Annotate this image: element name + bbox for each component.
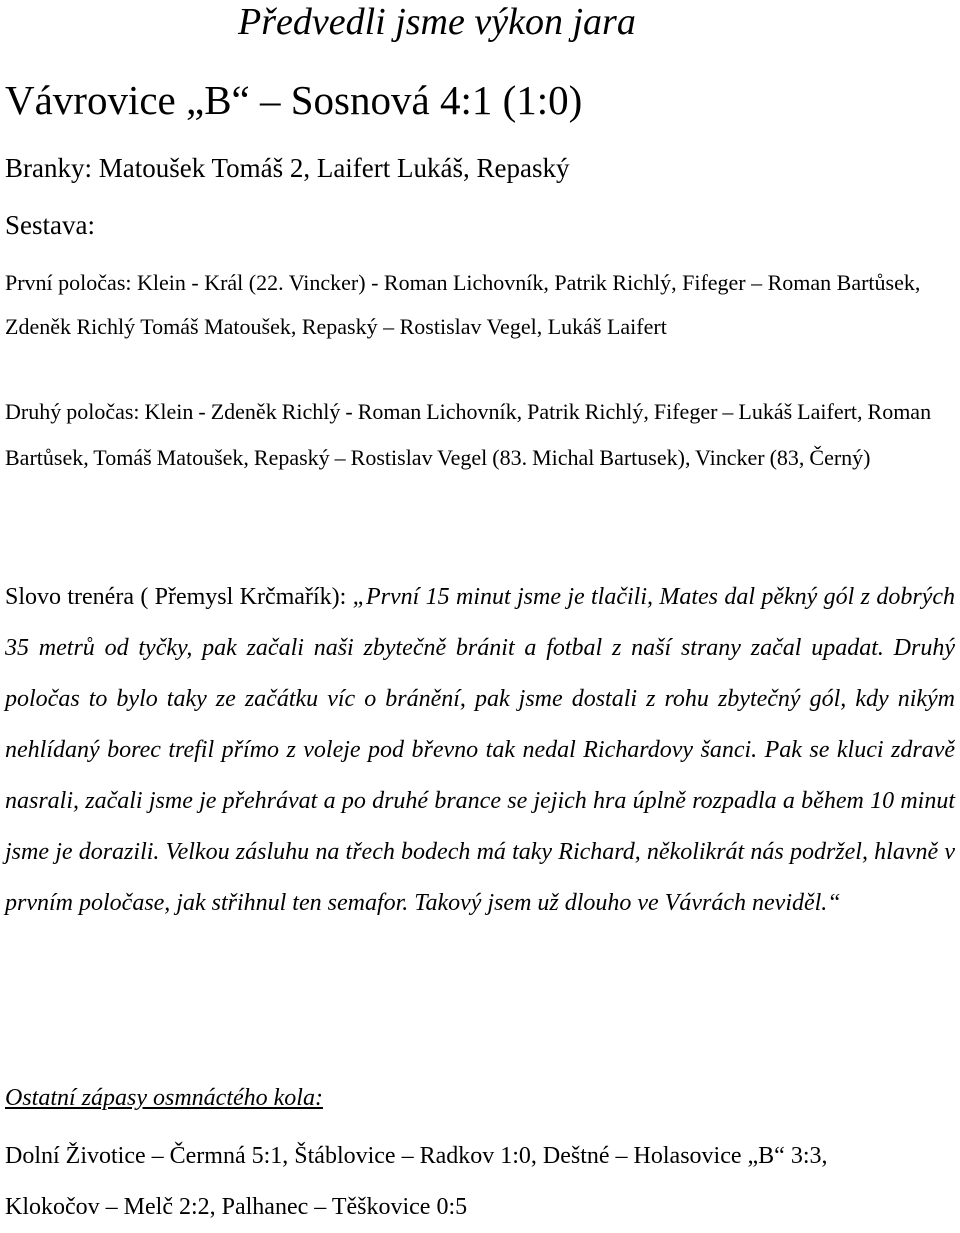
other-matches-results: Dolní Životice – Čermná 5:1, Štáblovice – Radkov 1:0, Deštné – Holasovice „B“ 3:3, Klokočov – Melč 2:2, Palhanec – Těškovice 0:5	[5, 1143, 828, 1220]
article-title: Předvedli jsme výkon jara	[238, 1, 636, 43]
coach-intro: Slovo trenéra ( Přemysl Krčmařík):	[5, 584, 353, 610]
coach-statement	[5, 572, 955, 929]
second-half-lineup: Druhý poločas: Klein - Zdeněk Richlý - Roman Lichovník, Patrik Richlý, Fifeger – Lukáš Laifert, Roman Bartůsek, Tomáš Matoušek, Repaský – Rostislav Vegel (83. Michal Bartusek), Vincker (83, Černý)	[5, 399, 932, 470]
coach-quote: „První 15 minut jsme je tlačili, Mates dal pěkný gól z dobrých 35 metrů od tyčky, pak začali naši zbytečně bránit a fotbal z naší strany začal upadat. Druhý poločas to bylo taky ze začátku víc o bránění, pak jsme dostali z rohu zbytečný gól, kdy nikým nehlídaný borec trefil přímo z voleje pod břevno tak nedal Richardovy šanci. Pak se kluci zdravě nasrali, začali jsme je přehrávat a po druhé brance se jejich hra úplně rozpadla a během 10 minut jsme je dorazili. Velkou zásluhu na třech bodech má taky Richard, několikrát nás podržel, hlavně v prvním poločase, jak střihnul ten semafor. Takový jsem už dlouho ve Vávrách neviděl.“	[5, 584, 956, 916]
other-matches-heading: Ostatní zápasy osmnáctého kola:	[5, 1085, 323, 1111]
first-half-lineup: První poločas: Klein - Král (22. Vincker) - Roman Lichovník, Patrik Richlý, Fifeger – Roman Bartůsek, Zdeněk Richlý Tomáš Matoušek, Repaský – Rostislav Vegel, Lukáš Laifert	[5, 270, 921, 339]
goal-scorers: Branky: Matoušek Tomáš 2, Laifert Lukáš, Repaský	[5, 153, 570, 183]
match-result: Vávrovice „B“ – Sosnová 4:1 (1:0)	[5, 77, 583, 123]
lineup-label: Sestava:	[5, 210, 95, 240]
